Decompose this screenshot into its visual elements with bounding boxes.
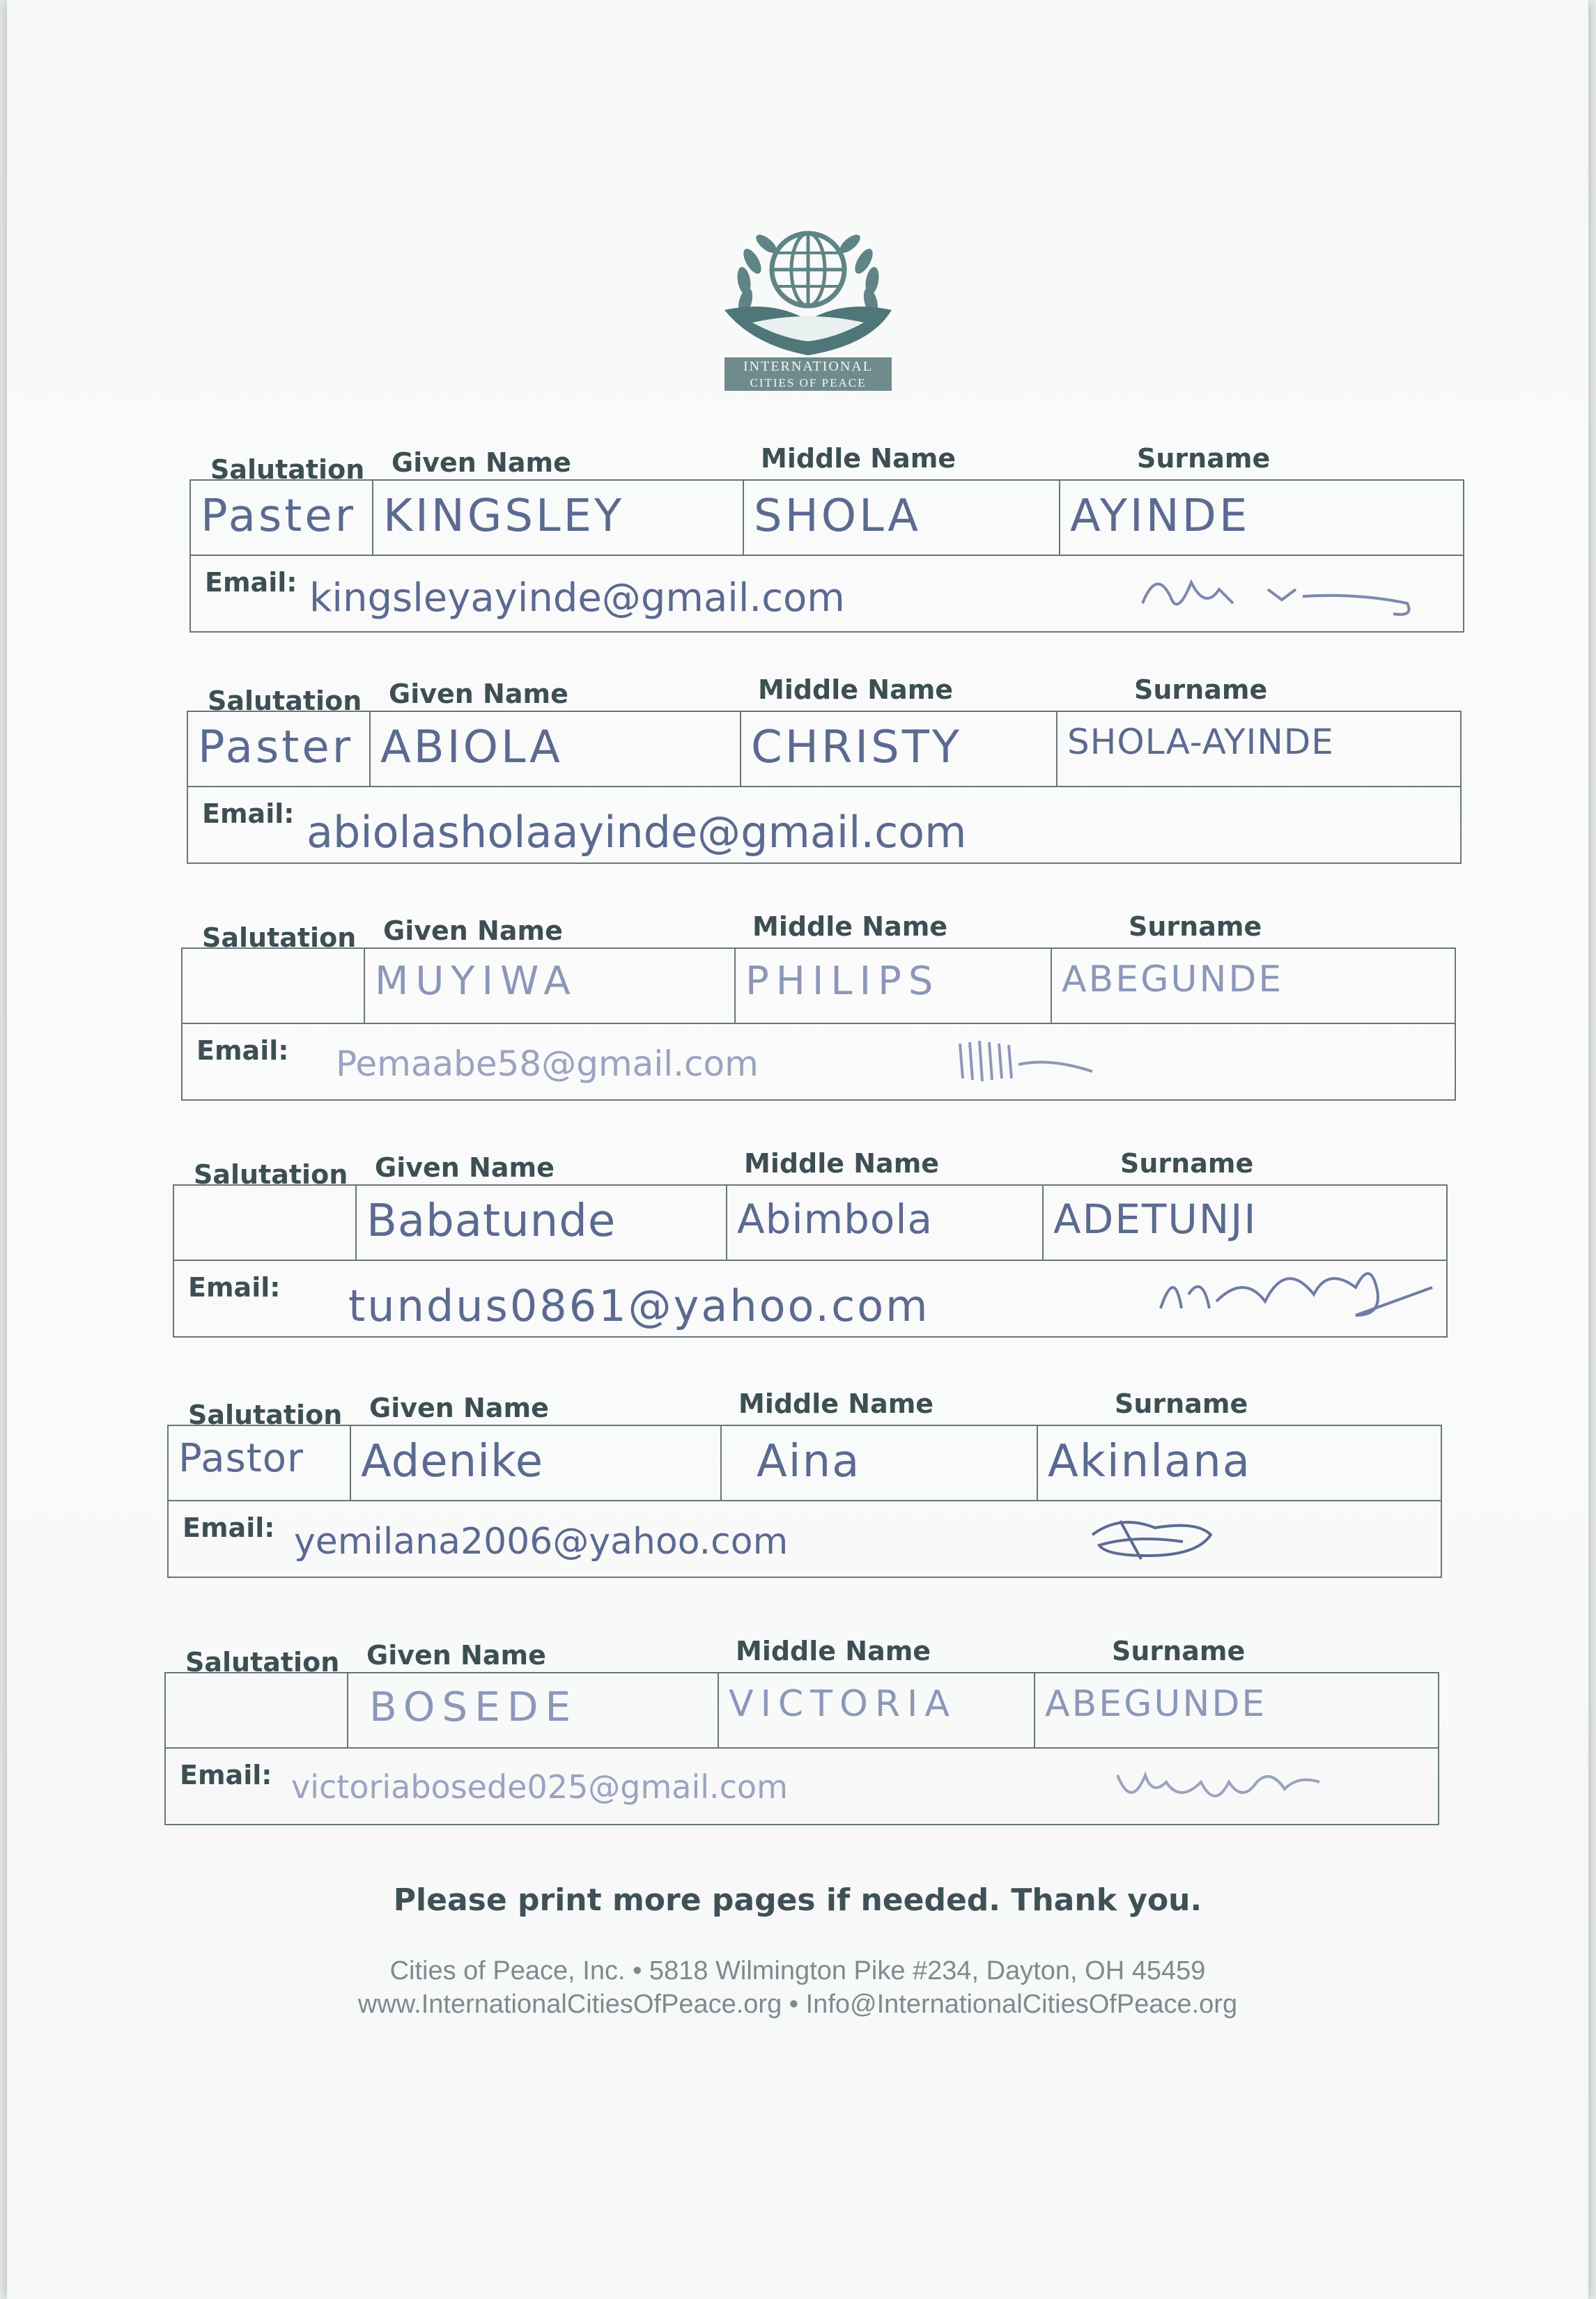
salutation-label: Salutation [210, 454, 365, 485]
email-label: Email: [202, 798, 295, 829]
email-row[interactable] [164, 1747, 1439, 1825]
middle-name-label: Middle Name [744, 1148, 940, 1179]
name-row [167, 1425, 1442, 1501]
email-label: Email: [183, 1512, 275, 1543]
name-row [189, 479, 1464, 556]
given-name-label: Given Name [389, 679, 568, 709]
salutation-field[interactable]: Paster [191, 481, 373, 555]
given-name-label: Given Name [369, 1393, 549, 1423]
record-1 [189, 438, 1464, 626]
email-value: kingsleyayinde@gmail.com [309, 575, 845, 621]
middle-name-field[interactable]: Abimbola [727, 1186, 1044, 1260]
email-row[interactable] [181, 1023, 1456, 1101]
surname-label: Surname [1134, 674, 1268, 705]
salutation-field[interactable]: Pastor [169, 1426, 351, 1500]
surname-field[interactable]: ABEGUNDE [1062, 959, 1284, 1000]
email-label: Email: [205, 567, 297, 598]
signature [1078, 1507, 1232, 1570]
email-value: abiolasholaayinde@gmail.com [307, 807, 967, 858]
given-name-field[interactable]: MUYIWA [365, 949, 736, 1023]
given-name-field[interactable]: Adenike [351, 1426, 722, 1500]
signature [1129, 562, 1435, 624]
salutation-label: Salutation [194, 1159, 348, 1190]
surname-label: Surname [1115, 1388, 1248, 1419]
cities-of-peace-logo [711, 206, 906, 401]
given-name-field[interactable]: ABIOLA [371, 712, 741, 786]
email-row[interactable] [173, 1260, 1448, 1338]
globe-dove-icon [711, 206, 906, 359]
salutation-label: Salutation [208, 686, 362, 716]
middle-name-label: Middle Name [736, 1636, 931, 1666]
email-value: yemilana2006@yahoo.com [294, 1521, 789, 1563]
surname-field[interactable]: AYINDE [1070, 490, 1250, 542]
email-row[interactable] [189, 555, 1464, 633]
record-5 [167, 1383, 1442, 1571]
given-name-field[interactable]: Babatunde [357, 1186, 727, 1260]
salutation-field[interactable] [174, 1186, 357, 1260]
middle-name-label: Middle Name [752, 911, 948, 942]
logo-text-cities-of-peace: CITIES OF PEACE [725, 376, 892, 391]
surname-label: Surname [1112, 1636, 1246, 1666]
footer-note: Please print more pages if needed. Thank you. [393, 1882, 1202, 1918]
salutation-field[interactable] [166, 1673, 348, 1747]
email-label: Email: [180, 1760, 272, 1790]
record-6 [164, 1630, 1439, 1818]
footer-contact: www.InternationalCitiesOfPeace.org • Info@InternationalCitiesOfPeace.org [357, 1990, 1238, 2019]
middle-name-field[interactable]: Aina [722, 1426, 1038, 1500]
signature [953, 1030, 1204, 1092]
surname-label: Surname [1137, 443, 1271, 474]
surname-field[interactable]: Akinlana [1048, 1436, 1251, 1487]
form-page [7, 0, 1588, 2299]
given-name-field[interactable]: KINGSLEY [373, 481, 744, 555]
logo-text-international: INTERNATIONAL [725, 357, 892, 376]
signature [1147, 1246, 1439, 1322]
surname-field[interactable]: ADETUNJI [1053, 1195, 1257, 1243]
email-label: Email: [188, 1272, 281, 1303]
given-name-label: Given Name [366, 1640, 546, 1671]
given-name-label: Given Name [383, 915, 563, 946]
middle-name-label: Middle Name [738, 1388, 934, 1419]
email-label: Email: [196, 1035, 289, 1066]
middle-name-field[interactable]: VICTORIA [719, 1673, 1035, 1747]
middle-name-field[interactable]: SHOLA [744, 481, 1060, 555]
middle-name-field[interactable]: PHILIPS [736, 949, 1052, 1023]
salutation-field[interactable] [183, 949, 365, 1023]
salutation-label: Salutation [202, 922, 357, 953]
name-row [181, 947, 1456, 1024]
salutation-field[interactable]: Paster [188, 712, 371, 786]
email-value: victoriabosede025@gmail.com [291, 1768, 788, 1806]
email-value: Pemaabe58@gmail.com [336, 1044, 759, 1084]
name-row [187, 711, 1462, 787]
footer-address: Cities of Peace, Inc. • 5818 Wilmington Pike #234, Dayton, OH 45459 [389, 1956, 1206, 1986]
email-row[interactable] [187, 786, 1462, 864]
surname-field[interactable]: ABEGUNDE [1045, 1683, 1267, 1725]
given-name-label: Given Name [375, 1152, 555, 1183]
salutation-label: Salutation [185, 1647, 340, 1678]
middle-name-label: Middle Name [758, 674, 954, 705]
surname-field[interactable]: SHOLA-AYINDE [1067, 722, 1334, 762]
middle-name-label: Middle Name [761, 443, 956, 474]
email-value: tundus0861@yahoo.com [348, 1280, 930, 1331]
salutation-label: Salutation [188, 1400, 343, 1430]
middle-name-field[interactable]: CHRISTY [741, 712, 1057, 786]
surname-label: Surname [1120, 1148, 1254, 1179]
record-4 [173, 1143, 1448, 1331]
name-row [164, 1672, 1439, 1749]
given-name-label: Given Name [392, 447, 571, 478]
record-3 [181, 906, 1456, 1094]
email-row[interactable] [167, 1500, 1442, 1578]
surname-label: Surname [1129, 911, 1262, 942]
given-name-field[interactable]: BOSEDE [348, 1673, 719, 1747]
signature [1110, 1754, 1333, 1817]
record-2 [187, 669, 1462, 857]
